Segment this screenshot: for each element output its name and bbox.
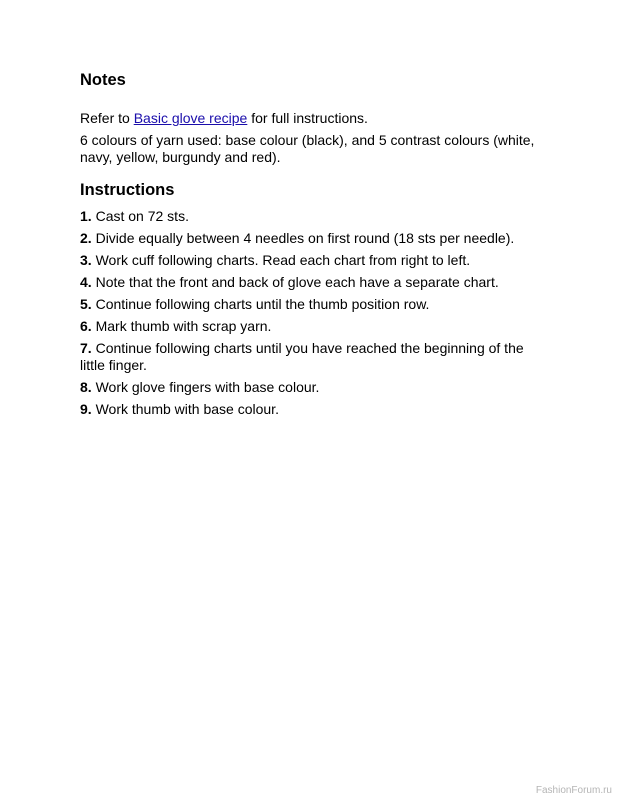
step-number: 6.	[80, 318, 92, 334]
instructions-list	[80, 208, 540, 423]
step-text: Mark thumb with scrap yarn.	[91, 318, 272, 334]
notes-section	[80, 110, 540, 171]
step-item	[80, 252, 540, 269]
step-item	[80, 274, 540, 291]
step-text: Work glove fingers with base colour.	[91, 379, 320, 395]
step-number: 4.	[80, 274, 92, 290]
watermark-text: FashionForum.ru	[535, 785, 612, 796]
step-item	[80, 401, 540, 418]
step-item	[80, 296, 540, 313]
step-item	[80, 230, 540, 247]
step-text: Cast on 72 sts.	[91, 208, 189, 224]
step-number: 8.	[80, 379, 92, 395]
basic-glove-recipe-link[interactable]: Basic glove recipe	[133, 110, 248, 126]
step-number: 9.	[80, 401, 92, 417]
step-text: Work thumb with base colour.	[91, 401, 279, 417]
step-text: Continue following charts until you have reached the beginning of the little finger.	[80, 340, 524, 373]
refer-paragraph	[80, 110, 540, 127]
refer-prefix: Refer to	[80, 110, 134, 126]
notes-heading: Notes	[80, 71, 126, 89]
step-text: Work cuff following charts. Read each chart from right to left.	[91, 252, 471, 268]
step-item	[80, 208, 540, 225]
step-item	[80, 318, 540, 335]
step-text: Divide equally between 4 needles on first round (18 sts per needle).	[91, 230, 515, 246]
step-number: 1.	[80, 208, 92, 224]
step-text: Note that the front and back of glove each have a separate chart.	[91, 274, 499, 290]
step-number: 5.	[80, 296, 92, 312]
step-item	[80, 340, 540, 374]
colours-paragraph: 6 colours of yarn used: base colour (black), and 5 contrast colours (white, navy, yellow, burgundy and red).	[80, 132, 535, 165]
step-number: 3.	[80, 252, 92, 268]
step-text: Continue following charts until the thumb position row.	[91, 296, 430, 312]
instructions-heading: Instructions	[80, 181, 175, 199]
step-number: 2.	[80, 230, 92, 246]
step-number: 7.	[80, 340, 92, 356]
step-item	[80, 379, 540, 396]
refer-suffix: for full instructions.	[247, 110, 368, 126]
